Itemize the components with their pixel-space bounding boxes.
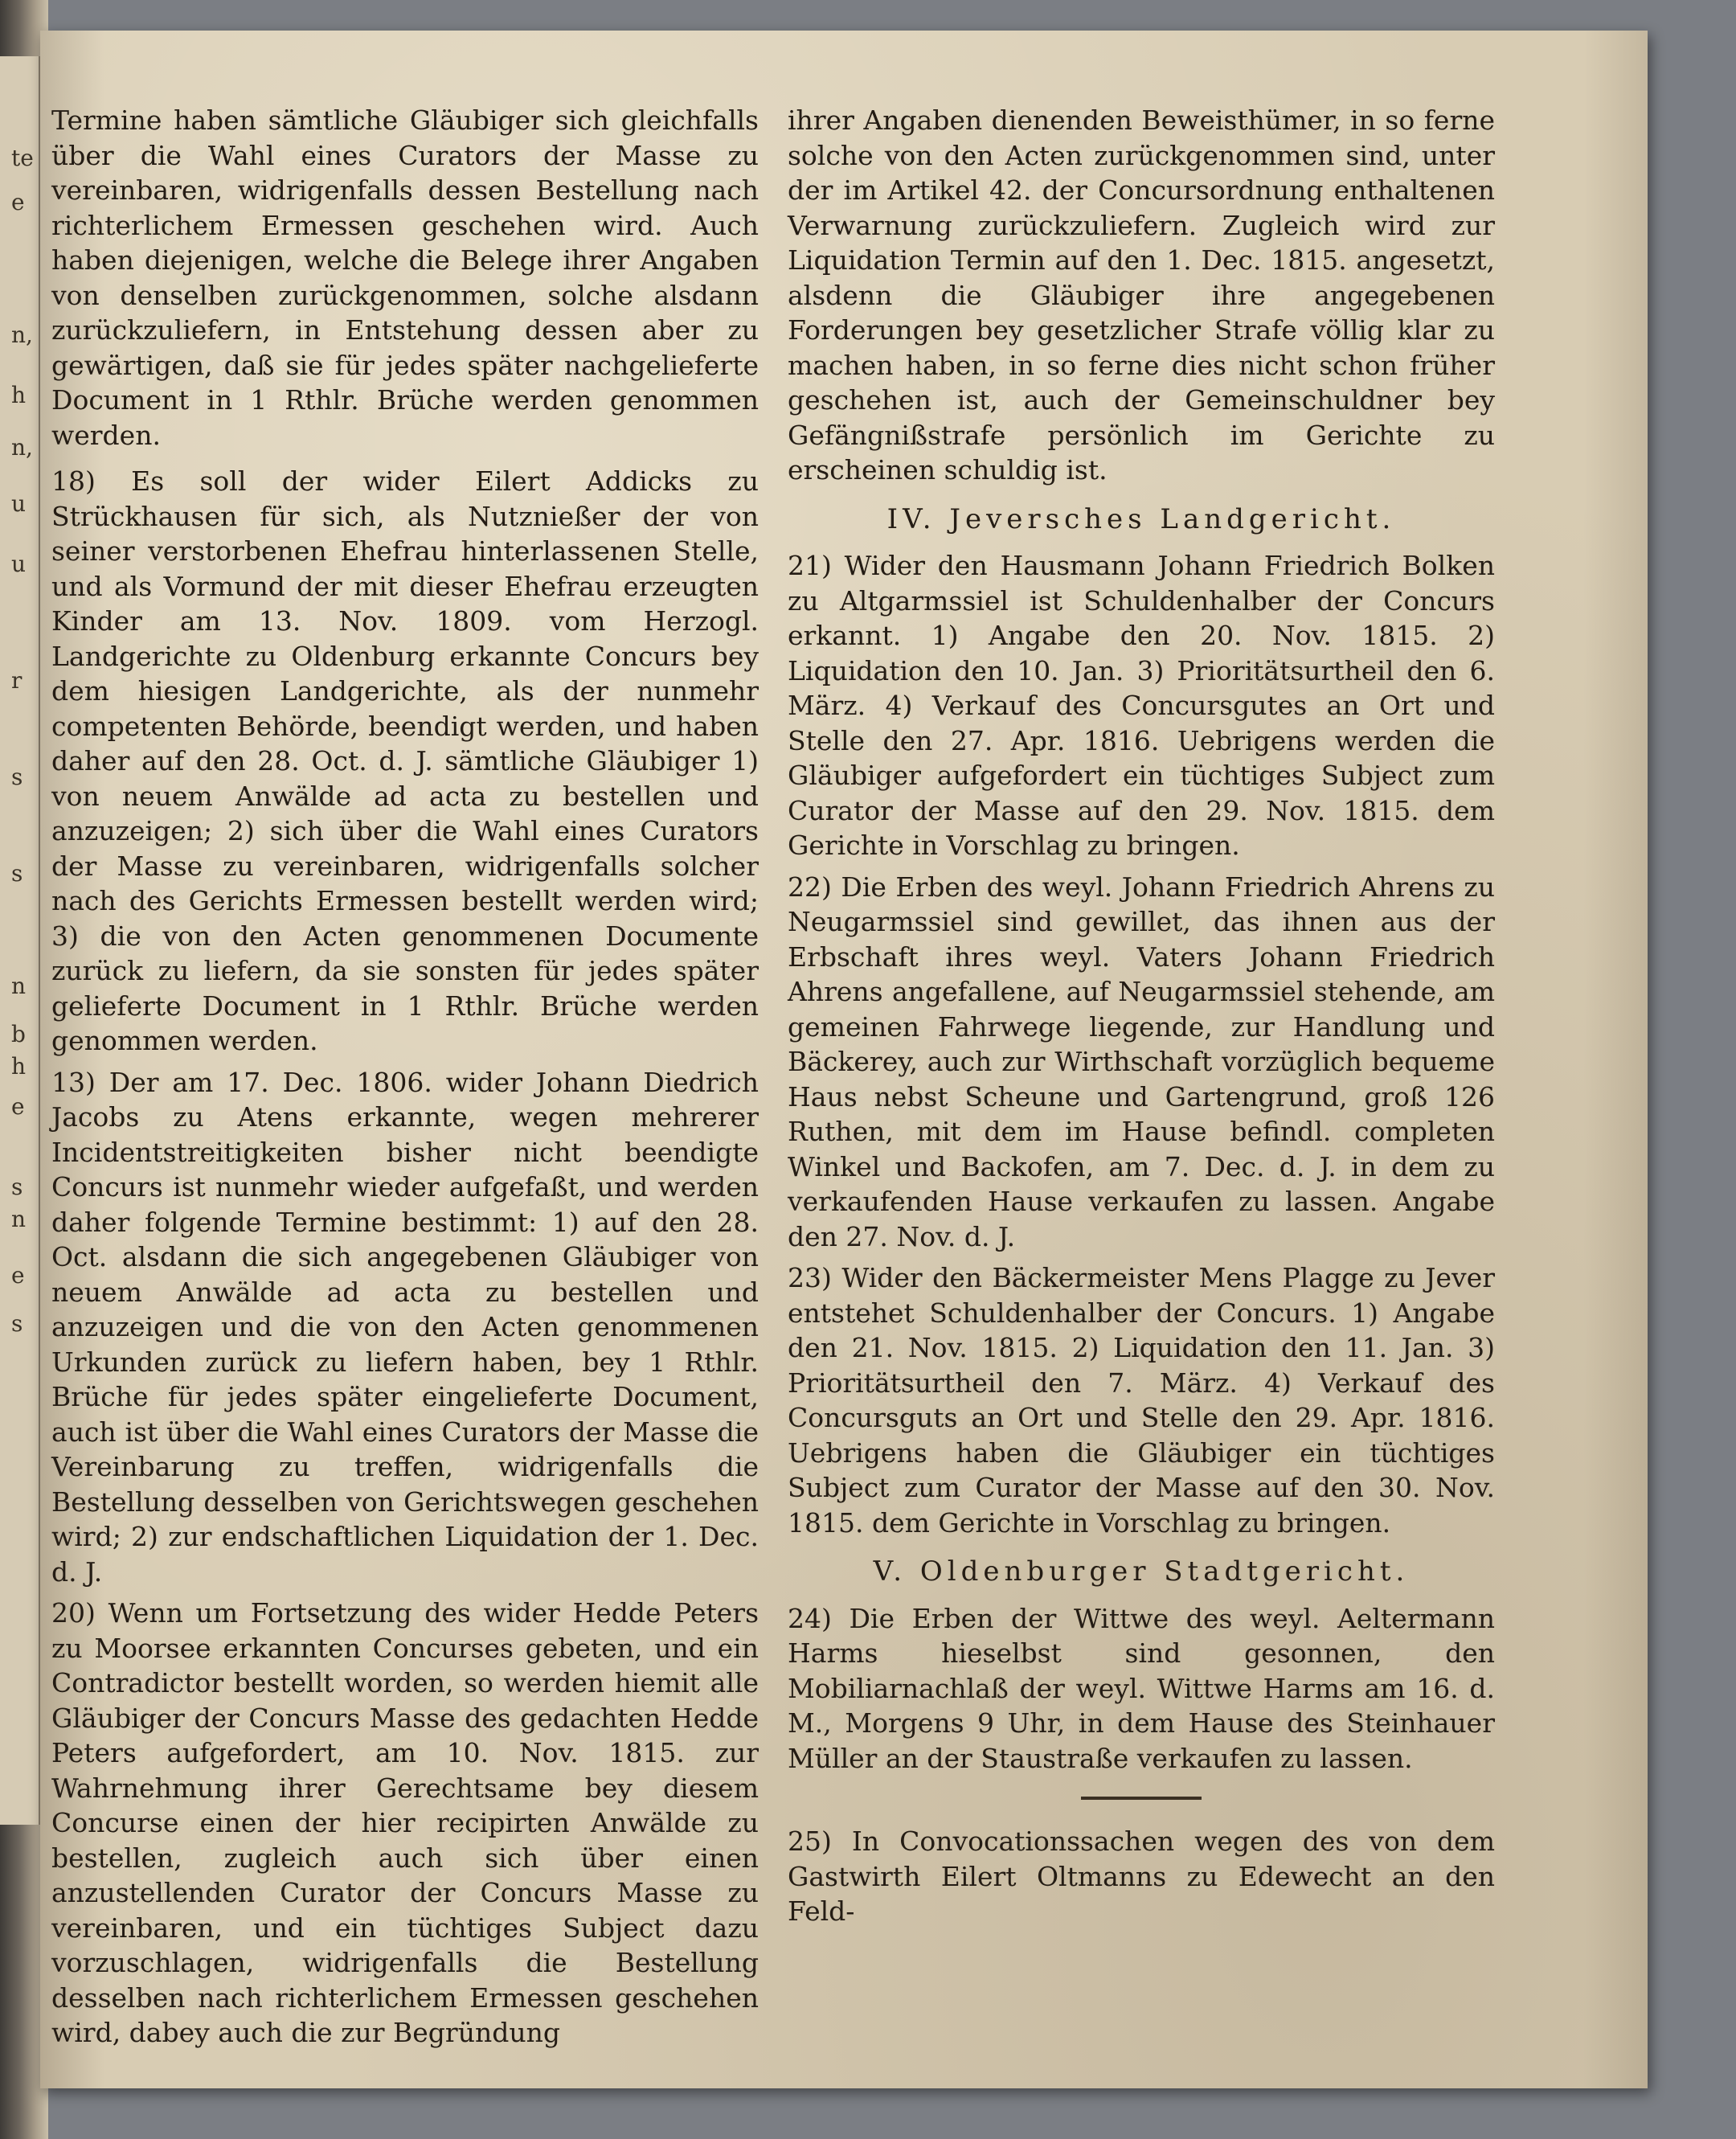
margin-fragment: h	[11, 382, 27, 408]
section-divider	[1081, 1797, 1202, 1800]
paragraph-24: 24) Die Erben der Wittwe des weyl. Aeltermann Harms hieselbst sind gesonnen, den Mobiliarnachlaß der weyl. Wittwe Harms am 16. d. M., Morgens 9 Uhr, in dem Hause des Steinhauer Müller an der Staustraße verkaufen zu lassen.	[788, 1602, 1495, 1774]
paragraph-18: 18) Es soll der wider Eilert Addicks zu Strückhausen für sich, als Nutznießer der von seiner verstorbenen Ehefrau hinterlassenen Stelle, und als Vormund der mit dieser Ehefrau erzeugten Kinder am 13. Nov. 1809. vom Herzogl. Landgerichte zu Oldenburg erkannte Concurs bey dem hiesigen Landgerichte, als der nunmehr competenten Behörde, beendigt werden, und haben daher auf den 28. Oct. d. J. sämtliche Gläubiger 1) von neuem Anwälde ad acta zu bestellen und anzuzeigen; 2) sich über die Wahl eines Curators der Masse zu vereinbaren, widrigenfalls solcher nach des Gerichts Ermessen bestellt werden wird; 3) die von den Acten genommenen Documente zurück zu liefern, da sie sonsten für jedes später gelieferte Document in 1 Rthlr. Brüche werden genommen werden.	[51, 465, 759, 1056]
margin-fragment: s	[11, 860, 23, 887]
margin-fragment: te	[11, 145, 34, 171]
right-column	[788, 103, 1495, 1936]
paragraph-continuation: Termine haben sämtliche Gläubiger sich gleichfalls über die Wahl eines Curators der Masse zu vereinbaren, widrigenfalls dessen Bestellung nach richterlichem Ermessen geschehen wird. Auch haben diejenigen, welche die Belege ihrer Angaben von denselben zurückgenommen, solche alsdann zurückzuliefern, in Entstehung dessen aber zu gewärtigen, daß sie für jedes später nachgelieferte Document in 1 Rthlr. Brüche werden genommen werden.	[51, 104, 759, 451]
document-page	[40, 31, 1648, 2088]
left-column	[51, 103, 759, 2057]
paragraph-19: 13) Der am 17. Dec. 1806. wider Johann Diedrich Jacobs zu Atens erkannte, wegen mehrerer Incidentstreitigkeiten bisher nicht beendigte Concurs ist nunmehr wieder aufgefaßt, und werden daher folgende Termine bestimmt: 1) auf den 28. Oct. alsdann die sich angegebenen Gläubiger von neuem Anwälde ad acta zu bestellen und anzuzeigen und die von den Acten genommenen Urkunden zurück zu liefern haben, bey 1 Rthlr. Brüche für jedes später eingelieferte Document, auch ist über die Wahl eines Curators der Masse die Vereinbarung zu treffen, widrigenfalls die Bestellung desselben von Gerichtswegen geschehen wird; 2) zur endschaftlichen Liquidation der 1. Dec. d. J.	[51, 1066, 759, 1588]
paragraph-23: 23) Wider den Bäckermeister Mens Plagge zu Jever entstehet Schuldenhalber der Concurs. 1) Angabe den 21. Nov. 1815. 2) Liquidation den 11. Jan. 3) Prioritätsurtheil den 7. März. 4) Verkauf des Concursguts an Ort und Stelle den 29. Apr. 1816. Uebrigens haben die Gläubiger ein tüchtiges Subject zum Curator der Masse auf den 30. Nov. 1815. dem Gerichte in Vorschlag zu bringen.	[788, 1262, 1495, 1539]
paragraph-21: 21) Wider den Hausmann Johann Friedrich Bolken zu Altgarmssiel ist Schuldenhalber der Concurs erkannt. 1) Angabe den 20. Nov. 1815. 2) Liquidation den 10. Jan. 3) Prioritätsurtheil den 6. März. 4) Verkauf des Concursgutes an Ort und Stelle den 27. Apr. 1816. Uebrigens werden die Gläubiger aufgefordert ein tüchtiges Subject zum Curator der Masse auf den 29. Nov. 1815. dem Gerichte in Vorschlag zu bringen.	[788, 550, 1495, 861]
paragraph-20: 20) Wenn um Fortsetzung des wider Hedde Peters zu Moorsee erkannten Concurses gebeten, und ein Contradictor bestellt worden, so werden hiemit alle Gläubiger der Concurs Masse des gedachten Hedde Peters aufgefordert, am 10. Nov. 1815. zur Wahrnehmung ihrer Gerechtsame bey diesem Concurse einen der hier recipirten Anwälde zu bestellen, zugleich auch sich über einen anzustellenden Curator der Concurs Masse zu vereinbaren, und ein tüchtiges Subject dazu vorzuschlagen, widrigenfalls die Bestellung desselben nach richterlichem Ermessen geschehen wird, dabey auch die zur Begründung	[51, 1597, 759, 2048]
margin-fragment: s	[11, 1174, 23, 1200]
margin-fragment: n,	[11, 322, 33, 348]
margin-fragment: s	[11, 764, 23, 790]
paragraph-25: 25) In Convocationssachen wegen des von dem Gastwirth Eilert Oltmanns zu Edewecht an den Feld-	[788, 1826, 1495, 1927]
previous-page-sliver	[0, 56, 41, 1825]
margin-fragment: e	[11, 189, 25, 215]
margin-fragment: n	[11, 1206, 27, 1232]
margin-fragment: s	[11, 1310, 23, 1337]
margin-fragment: h	[11, 1053, 27, 1080]
paragraph-22: 22) Die Erben des weyl. Johann Friedrich Ahrens zu Neugarmssiel sind gewillet, das ihnen aus der Erbschaft ihres weyl. Vaters Johann Friedrich Ahrens angefallene, auf Neugarmssiel stehende, am gemeinen Fahrwege liegende, zur Handlung und Bäckerey, auch zur Wirthschaft vorzüglich bequeme Haus nebst Scheune und Gartengrund, groß 126 Ruthen, mit dem im Hause befindl. completen Winkel und Backofen, am 7. Dec. d. J. in dem zu verkaufenden Hause verkaufen zu lassen. Angabe den 27. Nov. d. J.	[788, 871, 1495, 1252]
margin-fragment: r	[11, 667, 23, 694]
margin-fragment: b	[11, 1021, 26, 1047]
margin-fragment: u	[11, 551, 27, 577]
margin-fragment: n,	[11, 434, 33, 461]
paragraph-continuation: ihrer Angaben dienenden Beweisthümer, in so ferne solche von den Acten zurückgenommen sind, unter der im Artikel 42. der Concursordnung enthaltenen Verwarnung zurückzuliefern. Zugleich wird zur Liquidation Termin auf den 1. Dec. 1815. angesetzt, alsdenn die Gläubiger ihre angegebenen Forderungen bey gesetzlicher Strafe völlig klar zu machen haben, in so ferne dies nicht schon früher geschehen ist, auch der Gemeinschuldner bey Gefängnißstrafe persönlich im Gerichte zu erscheinen schuldig ist.	[788, 104, 1495, 486]
margin-fragment: e	[11, 1093, 25, 1120]
margin-fragment: n	[11, 973, 27, 999]
margin-fragment: e	[11, 1262, 25, 1289]
section-heading-v: V. Oldenburger Stadtgericht.	[873, 1555, 1410, 1588]
margin-fragment: u	[11, 490, 27, 517]
section-heading-iv: IV. Jeversches Landgericht.	[886, 502, 1396, 535]
